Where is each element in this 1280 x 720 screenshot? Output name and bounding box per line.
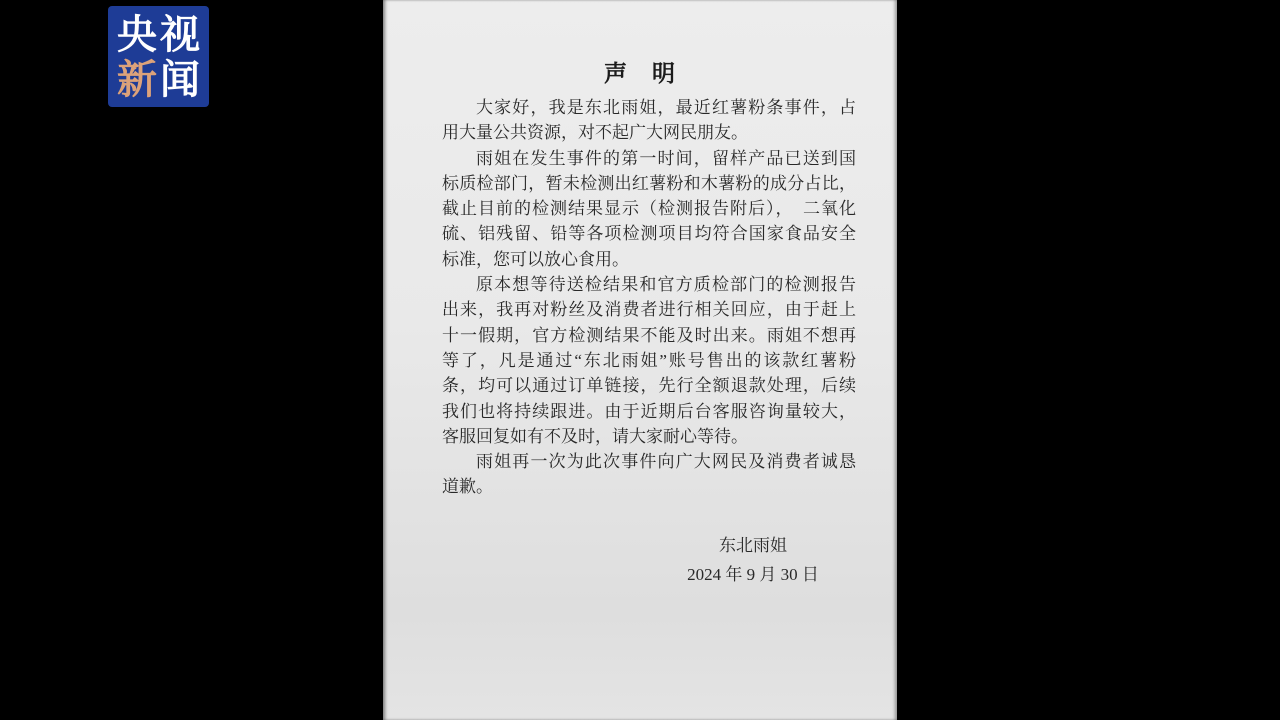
cctv-news-logo [108,6,209,107]
statement-line: 用大量公共资源，对不起广大网民朋友。 [442,123,748,143]
statement-line: 截止目前的检测结果显示（检测报告附后）， 二氧化 [442,199,856,219]
statement-line: 客服回复如有不及时，请大家耐心等待。 [442,426,748,446]
statement-line: 十一假期，官方检测结果不能及时出来。雨姐不想再 [442,325,856,345]
logo-char-wen: 闻 [160,58,203,102]
statement-line: 硫、铝残留、铅等各项检测项目均符合国家食品安全 [442,224,856,244]
statement-paper [383,0,897,720]
statement-line: 标质检部门，暂未检测出红薯粉和木薯粉的成分占比， [442,173,856,193]
signature-date: 2024 年 9 月 30 日 [687,565,819,584]
statement-line: 出来，我再对粉丝及消费者进行相关回应，由于赶上 [442,300,856,320]
statement-line: 道歉。 [442,477,493,497]
statement-line: 雨姐再一次为此次事件向广大网民及消费者诚恳 [476,452,856,472]
logo-text-yangshi: 央视 [117,13,203,57]
statement-line: 雨姐在发生事件的第一时间，留样产品已送到国 [476,148,856,168]
logo-text-xinwen [117,58,209,103]
statement-line: 等了，凡是通过“东北雨姐”账号售出的该款红薯粉 [442,350,856,370]
statement-title: 声 明 [604,61,676,86]
signature-name: 东北雨姐 [719,536,787,555]
logo-char-xin: 新 [117,58,160,102]
statement-line: 条，均可以通过订单链接，先行全额退款处理，后续 [442,376,856,396]
statement-line: 标准，您可以放心食用。 [442,249,629,269]
statement-body [442,95,856,500]
signature-block [613,531,893,589]
statement-line: 原本想等待送检结果和官方质检部门的检测报告 [476,275,856,295]
statement-line: 我们也将持续跟进。由于近期后台客服咨询量较大， [442,401,856,421]
statement-line: 大家好，我是东北雨姐，最近红薯粉条事件，占 [476,98,856,117]
